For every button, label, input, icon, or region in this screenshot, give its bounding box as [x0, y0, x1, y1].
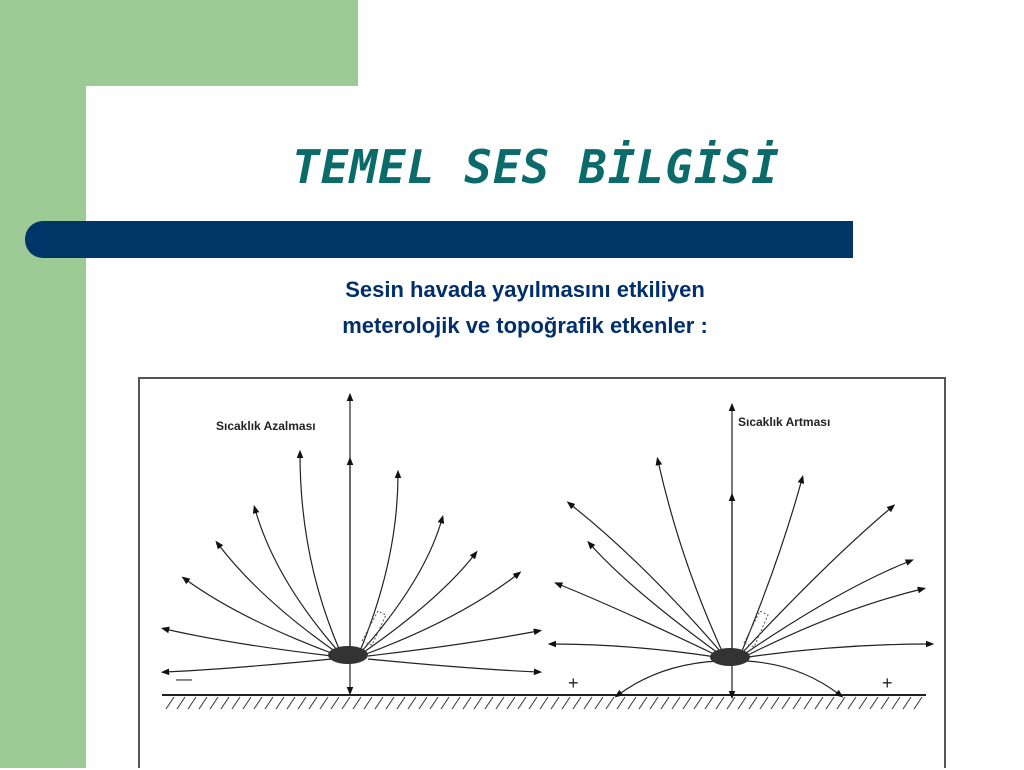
ground-hatch-mark [177, 697, 185, 709]
ground-hatch-mark [518, 697, 526, 709]
ground-hatch-mark [474, 697, 482, 709]
left-sound-source [328, 611, 386, 664]
ground-hatch-mark [881, 697, 889, 709]
ground-hatch-mark [628, 697, 636, 709]
right-sign-right: + [882, 673, 893, 693]
ground-hatch-mark [221, 697, 229, 709]
ground-hatch-mark [364, 697, 372, 709]
subtitle-line-1: Sesin havada yayılmasını etkiliyen [345, 277, 705, 302]
ground-hatch-mark [463, 697, 471, 709]
ground-hatch-mark [716, 697, 724, 709]
ground-hatch-mark [760, 697, 768, 709]
ground-hatch-mark [727, 697, 735, 709]
sound-propagation-figure [138, 377, 946, 768]
right-sound-source [710, 611, 768, 666]
ground-hatch-mark [243, 697, 251, 709]
ground-hatch-mark [430, 697, 438, 709]
ground-line [162, 695, 926, 709]
slide-title: TEMEL SES BİLGİSİ [292, 140, 780, 194]
ground-hatch-mark [771, 697, 779, 709]
propagation-diagram [140, 379, 948, 770]
ground-hatch-mark [375, 697, 383, 709]
ground-hatch-mark [419, 697, 427, 709]
ground-hatch-mark [232, 697, 240, 709]
slide-subtitle [120, 272, 930, 344]
ground-hatch-mark [441, 697, 449, 709]
ground-hatch-mark [661, 697, 669, 709]
ground-hatch-mark [804, 697, 812, 709]
ground-hatch-mark [320, 697, 328, 709]
ground-hatch-mark [276, 697, 284, 709]
ground-hatch-mark [287, 697, 295, 709]
subtitle-line-2: meterolojik ve topoğrafik etkenler : [342, 313, 708, 338]
ground-hatch-mark [837, 697, 845, 709]
ground-hatch-mark [914, 697, 922, 709]
ground-hatch-mark [265, 697, 273, 709]
ground-hatch-mark [199, 697, 207, 709]
ground-hatch-mark [749, 697, 757, 709]
ground-hatch-mark [859, 697, 867, 709]
ground-hatch-mark [782, 697, 790, 709]
ground-hatch-mark [606, 697, 614, 709]
ground-hatch-mark [650, 697, 658, 709]
ground-hatch-mark [188, 697, 196, 709]
ground-hatch-mark [408, 697, 416, 709]
ground-hatch-mark [562, 697, 570, 709]
ground-hatch-mark [826, 697, 834, 709]
right-sign-left: + [568, 673, 579, 693]
decor-green-left [0, 0, 86, 768]
ground-hatch-mark [397, 697, 405, 709]
ground-hatch-mark [540, 697, 548, 709]
ground-hatch-mark [485, 697, 493, 709]
ground-hatch-mark [551, 697, 559, 709]
ground-hatch-mark [738, 697, 746, 709]
ground-hatch-mark [342, 697, 350, 709]
ground-hatch-mark [892, 697, 900, 709]
ground-hatch-mark [683, 697, 691, 709]
ground-hatch-mark [793, 697, 801, 709]
ground-hatch-mark [331, 697, 339, 709]
ground-hatch-mark [386, 697, 394, 709]
ground-hatch-mark [705, 697, 713, 709]
title-underline-bar [25, 221, 853, 258]
left-sign: — [176, 671, 192, 688]
ground-hatch-mark [298, 697, 306, 709]
ground-hatch-mark [672, 697, 680, 709]
ground-hatch-mark [573, 697, 581, 709]
left-panel-label: Sıcaklık Azalması [216, 419, 316, 433]
ground-hatch-mark [617, 697, 625, 709]
ground-hatch-mark [694, 697, 702, 709]
ground-hatch-mark [254, 697, 262, 709]
ground-hatch-mark [309, 697, 317, 709]
ground-hatch-mark [584, 697, 592, 709]
ground-hatch-mark [529, 697, 537, 709]
ground-hatch-mark [815, 697, 823, 709]
ground-hatch-mark [496, 697, 504, 709]
ground-hatch-mark [166, 697, 174, 709]
ground-hatch-mark [870, 697, 878, 709]
ground-hatch-mark [848, 697, 856, 709]
ground-hatch-mark [639, 697, 647, 709]
ground-hatch-mark [452, 697, 460, 709]
ground-hatch-mark [210, 697, 218, 709]
ground-hatch-mark [507, 697, 515, 709]
ground-hatch-mark [903, 697, 911, 709]
right-panel-label: Sıcaklık Artması [738, 415, 831, 429]
ground-hatch-mark [353, 697, 361, 709]
ground-hatch-mark [595, 697, 603, 709]
